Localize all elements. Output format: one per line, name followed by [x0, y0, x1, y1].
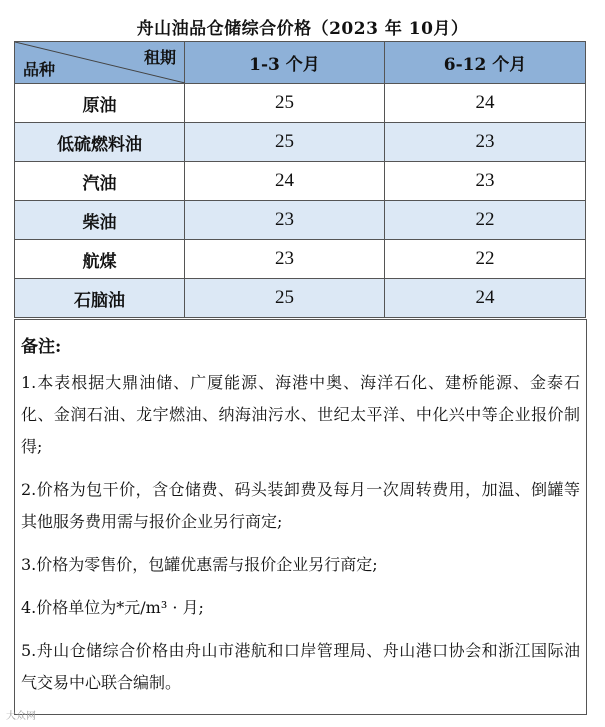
- table-row: [15, 84, 586, 123]
- column-header-short-term: 1-3 个月: [185, 42, 385, 84]
- note-item: 1.本表根据大鼎油储、广厦能源、海港中奥、海洋石化、建桥能源、金泰石化、金润石油、龙宇燃油、纳海油污水、世纪太平洋、中化兴中等企业报价制得;: [21, 373, 580, 456]
- note-item: 5.舟山仓储综合价格由舟山市港航和口岸管理局、舟山港口协会和浙江国际油气交易中心联合编制。: [21, 641, 580, 692]
- corner-label-product: 品种: [23, 60, 56, 79]
- price-cell: 25: [185, 279, 385, 318]
- price-cell: 24: [385, 84, 586, 123]
- table-row: [15, 240, 586, 279]
- watermark: 大众网: [6, 711, 36, 722]
- table-row: [15, 201, 586, 240]
- corner-label-term: 租期: [143, 48, 176, 67]
- notes-heading: 备注:: [21, 337, 62, 357]
- note-item: 4.价格单位为*元/m³ · 月;: [21, 598, 204, 617]
- row-label: 航煤: [15, 240, 185, 279]
- page-title: 舟山油品仓储综合价格（2023 年 10月）: [136, 19, 469, 39]
- price-cell: 23: [185, 240, 385, 279]
- price-cell: 22: [385, 240, 586, 279]
- row-label: 石脑油: [15, 279, 185, 318]
- notes-box: [14, 319, 587, 715]
- price-cell: 25: [185, 123, 385, 162]
- price-cell: 25: [185, 84, 385, 123]
- note-item: 2.价格为包干价，含仓储费、码头装卸费及每月一次周转费用，加温、倒罐等其他服务费用需与报价企业另行商定;: [21, 480, 580, 531]
- price-cell: 22: [385, 201, 586, 240]
- table-header-row: [15, 42, 586, 84]
- row-label: 原油: [15, 84, 185, 123]
- corner-header: [15, 42, 185, 84]
- price-cell: 24: [185, 162, 385, 201]
- price-cell: 24: [385, 279, 586, 318]
- column-header-long-term: 6-12 个月: [385, 42, 586, 84]
- price-cell: 23: [385, 123, 586, 162]
- row-label: 低硫燃料油: [15, 123, 185, 162]
- note-item: 3.价格为零售价，包罐优惠需与报价企业另行商定;: [21, 555, 378, 574]
- table-row: [15, 123, 586, 162]
- price-cell: 23: [385, 162, 586, 201]
- price-cell: 23: [185, 201, 385, 240]
- row-label: 汽油: [15, 162, 185, 201]
- row-label: 柴油: [15, 201, 185, 240]
- price-table: [14, 41, 586, 318]
- table-row: [15, 279, 586, 318]
- table-row: [15, 162, 586, 201]
